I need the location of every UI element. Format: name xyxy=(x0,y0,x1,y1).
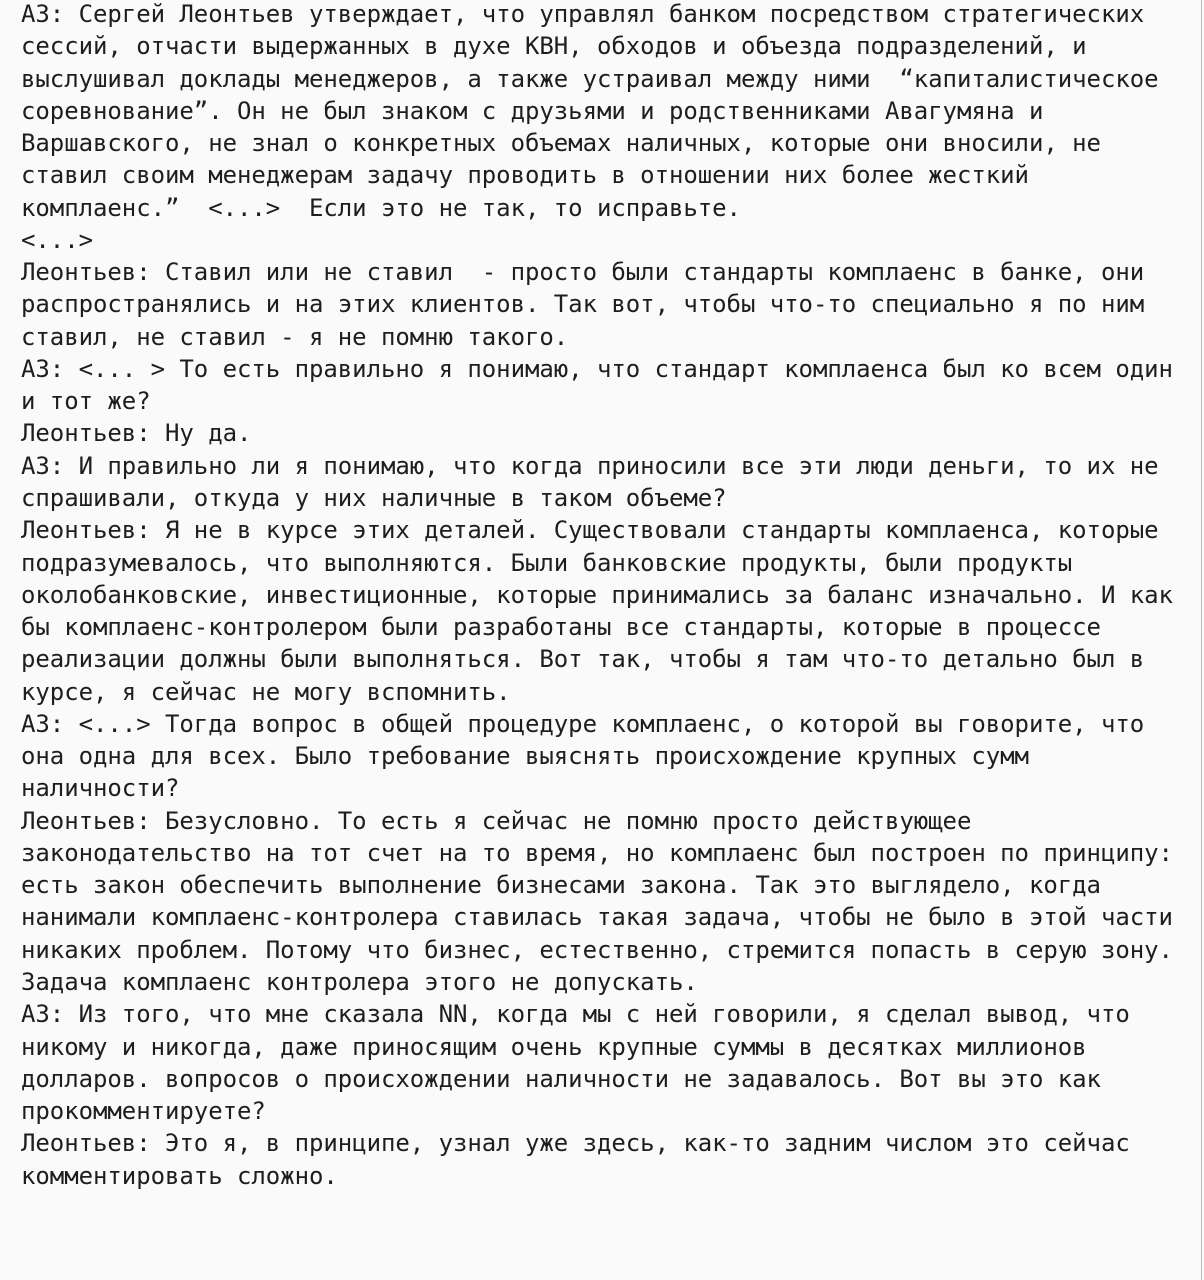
text-line: комплаенс.” <...> Если это не так, то исправьте. xyxy=(21,193,741,222)
text-line: она одна для всех. Было требование выяснять происхождение крупных сумм xyxy=(21,742,1029,771)
text-line: Леонтьев: Ставил или не ставил - просто были стандарты комплаенс в банке, они xyxy=(21,258,1145,287)
text-line: Варшавского, не знал о конкретных объемах наличных, которые они вносили, не xyxy=(21,129,1101,158)
text-line: долларов. вопросов о происхождении наличности не задавалось. Вот вы это как xyxy=(21,1064,1101,1093)
text-line: законодательство на тот счет на то время, но комплаенс был построен по принципу: xyxy=(21,838,1173,867)
text-line: Задача комплаенс контролера этого не допускать. xyxy=(21,967,698,996)
text-line: Леонтьев: Я не в курсе этих деталей. Существовали стандарты комплаенса, которые xyxy=(21,516,1159,545)
text-line: сессий, отчасти выдержанных в духе КВН, обходов и объезда подразделений, и xyxy=(21,32,1087,61)
text-line: бы комплаенс-контролером были разработаны все стандарты, которые в процессе xyxy=(21,613,1101,642)
text-line: и тот же? xyxy=(21,387,151,416)
text-line: никаких проблем. Потому что бизнес, естественно, стремится попасть в серую зону. xyxy=(21,935,1173,964)
text-line: реализации должны были выполняться. Вот так, чтобы я там что-то детально был в xyxy=(21,645,1145,674)
text-line: ставил своим менеджерам задачу проводить в отношении них более жесткий xyxy=(21,161,1029,190)
text-line: соревнование”. Он не был знаком с друзьями и родственниками Авагумяна и xyxy=(21,96,1044,125)
text-line: подразумевалось, что выполняются. Были банковские продукты, были продукты xyxy=(21,548,1073,577)
text-line: есть закон обеспечить выполнение бизнесами закона. Так это выглядело, когда xyxy=(21,871,1101,900)
text-line: курсе, я сейчас не могу вспомнить. xyxy=(21,677,511,706)
text-line: ставил, не ставил - я не помню такого. xyxy=(21,322,569,351)
text-line: околобанковские, инвестиционные, которые принимались за баланс изначально. И как xyxy=(21,580,1173,609)
transcript-text xyxy=(21,0,1173,1192)
text-line: нанимали комплаенс-контролера ставилась такая задача, чтобы не было в этой части xyxy=(21,903,1173,932)
page-edge-divider xyxy=(1201,0,1202,1280)
text-line: выслушивал доклады менеджеров, а также устраивал между ними “капиталистическое xyxy=(21,64,1159,93)
text-line: <...> xyxy=(21,225,93,254)
text-line: наличности? xyxy=(21,774,180,803)
text-line: АЗ: <...> Тогда вопрос в общей процедуре комплаенс, о которой вы говорите, что xyxy=(21,709,1145,738)
text-line: распространялись и на этих клиентов. Так вот, чтобы что-то специально я по ним xyxy=(21,290,1145,319)
text-line: АЗ: Из того, что мне сказала NN, когда мы с ней говорили, я сделал вывод, что xyxy=(21,1000,1130,1029)
text-line: АЗ: И правильно ли я понимаю, что когда приносили все эти люди деньги, то их не xyxy=(21,451,1159,480)
text-line: комментировать сложно. xyxy=(21,1161,338,1190)
text-line: Леонтьев: Безусловно. То есть я сейчас не помню просто действующее xyxy=(21,806,972,835)
text-line: прокомментируете? xyxy=(21,1097,266,1126)
text-line: АЗ: <... > То есть правильно я понимаю, что стандарт комплаенса был ко всем один xyxy=(21,354,1173,383)
text-line: Леонтьев: Ну да. xyxy=(21,419,252,448)
text-line: Леонтьев: Это я, в принципе, узнал уже здесь, как-то задним числом это сейчас xyxy=(21,1129,1130,1158)
text-line: никому и никогда, даже приносящим очень крупные суммы в десятках миллионов xyxy=(21,1032,1087,1061)
text-line: спрашивали, откуда у них наличные в таком объеме? xyxy=(21,483,727,512)
text-line: АЗ: Сергей Леонтьев утверждает, что управлял банком посредством стратегических xyxy=(21,0,1145,28)
